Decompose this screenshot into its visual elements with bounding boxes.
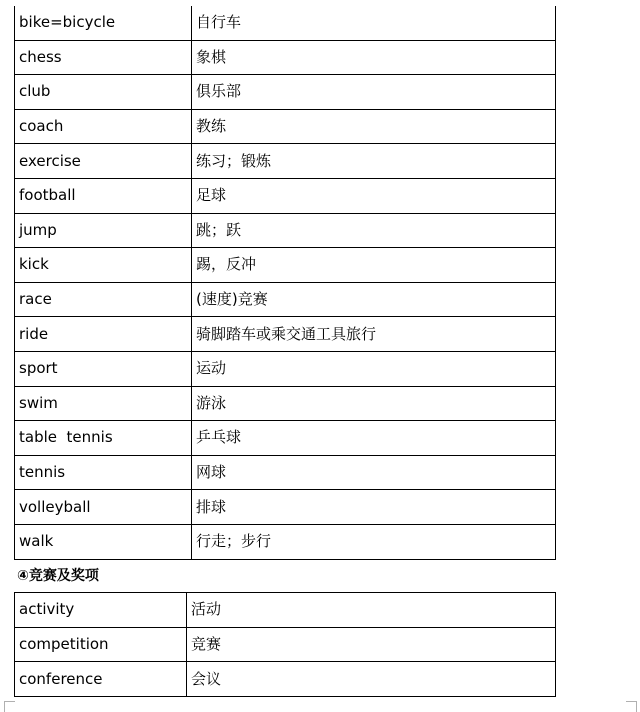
english-word: bike=bicycle	[15, 6, 192, 40]
table-row	[15, 213, 556, 248]
english-word: conference	[15, 662, 187, 697]
table-row	[15, 317, 556, 352]
english-word: football	[15, 178, 192, 213]
chinese-meaning: 象棋	[192, 40, 556, 75]
english-word: chess	[15, 40, 192, 75]
english-word: sport	[15, 351, 192, 386]
english-word: kick	[15, 248, 192, 283]
table-row	[15, 75, 556, 110]
english-word: exercise	[15, 144, 192, 179]
chinese-meaning: 乒乓球	[192, 421, 556, 456]
english-word: table tennis	[15, 421, 192, 456]
table-row	[15, 109, 556, 144]
chinese-meaning: (速度)竞赛	[192, 282, 556, 317]
table-row	[15, 662, 556, 697]
vocab-table-competition	[14, 592, 556, 697]
table-row	[15, 524, 556, 559]
table-row	[15, 593, 556, 628]
english-word: tennis	[15, 455, 192, 490]
english-word: swim	[15, 386, 192, 421]
table-row	[15, 178, 556, 213]
table-row	[15, 386, 556, 421]
table-row	[15, 282, 556, 317]
chinese-meaning: 骑脚踏车或乘交通工具旅行	[192, 317, 556, 352]
table-row	[15, 351, 556, 386]
table-row	[15, 6, 556, 40]
english-word: club	[15, 75, 192, 110]
english-word: walk	[15, 524, 192, 559]
table-row	[15, 248, 556, 283]
page-corner-mark	[626, 701, 637, 712]
english-word: ride	[15, 317, 192, 352]
chinese-meaning: 足球	[192, 178, 556, 213]
table-row	[15, 455, 556, 490]
vocab-table-sport	[14, 6, 556, 560]
chinese-meaning: 跳；跃	[192, 213, 556, 248]
chinese-meaning: 游泳	[192, 386, 556, 421]
english-word: jump	[15, 213, 192, 248]
chinese-meaning: 自行车	[192, 6, 556, 40]
table-row	[15, 40, 556, 75]
chinese-meaning: 行走；步行	[192, 524, 556, 559]
english-word: volleyball	[15, 490, 192, 525]
chinese-meaning: 网球	[192, 455, 556, 490]
english-word: activity	[15, 593, 187, 628]
chinese-meaning: 俱乐部	[192, 75, 556, 110]
english-word: competition	[15, 627, 187, 662]
chinese-meaning: 踢，反冲	[192, 248, 556, 283]
chinese-meaning: 竞赛	[187, 627, 556, 662]
page-corner-mark	[4, 701, 15, 712]
chinese-meaning: 教练	[192, 109, 556, 144]
table-row	[15, 490, 556, 525]
chinese-meaning: 练习；锻炼	[192, 144, 556, 179]
table-row	[15, 627, 556, 662]
table-row	[15, 144, 556, 179]
section-heading: ④竞赛及奖项	[17, 568, 99, 584]
chinese-meaning: 活动	[187, 593, 556, 628]
english-word: race	[15, 282, 192, 317]
english-word: coach	[15, 109, 192, 144]
chinese-meaning: 运动	[192, 351, 556, 386]
chinese-meaning: 排球	[192, 490, 556, 525]
table-row	[15, 421, 556, 456]
chinese-meaning: 会议	[187, 662, 556, 697]
